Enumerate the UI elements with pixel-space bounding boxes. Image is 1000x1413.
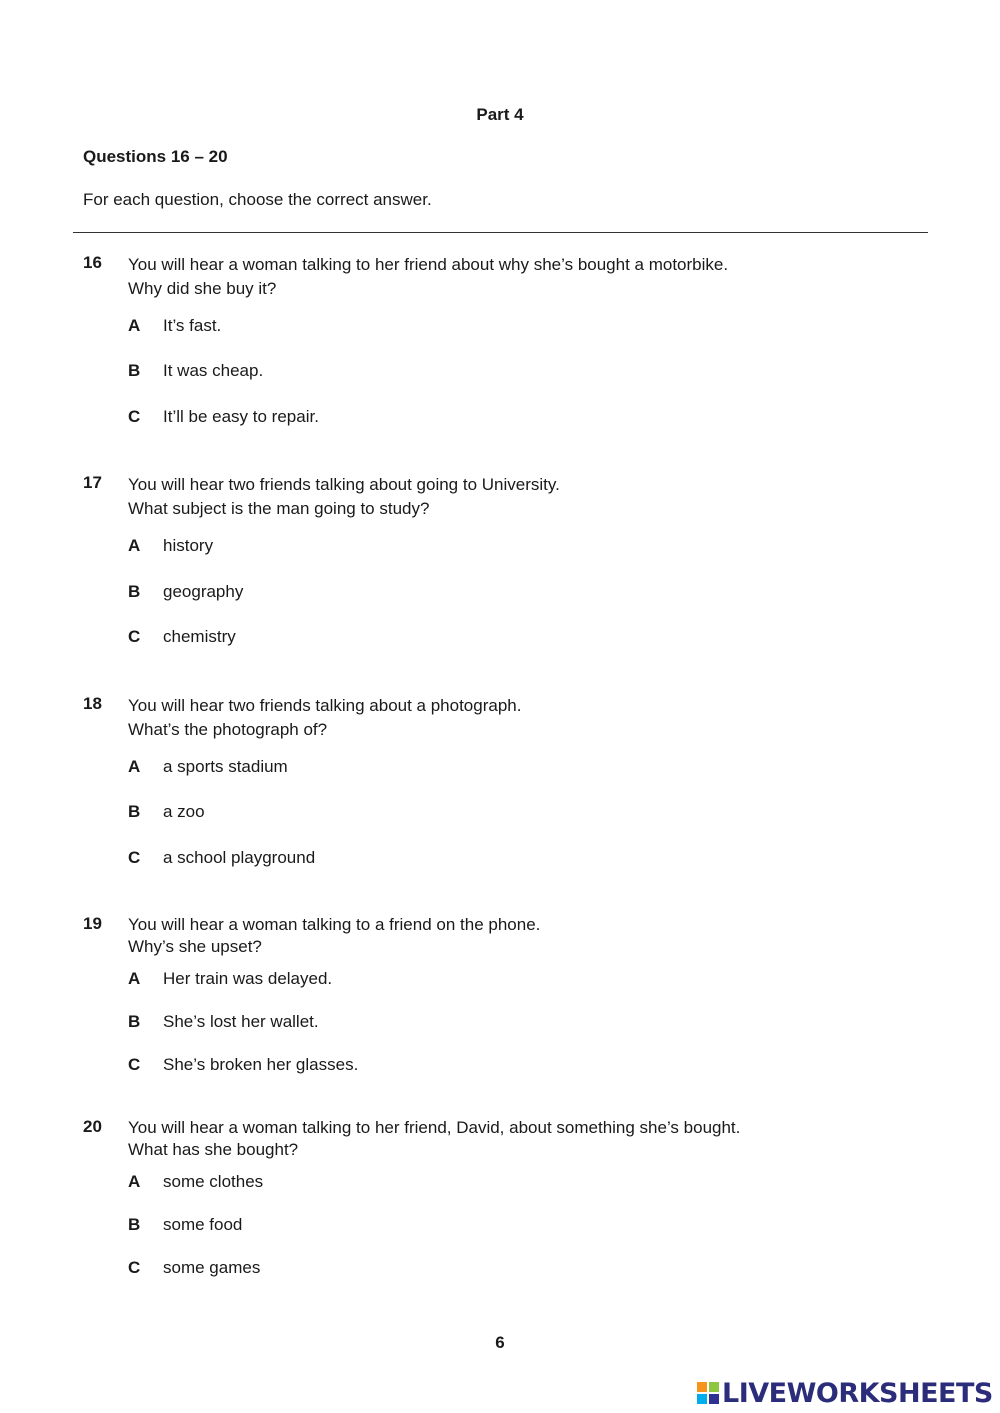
divider-line — [73, 232, 928, 233]
question-prompt: What has she bought? — [128, 1140, 299, 1159]
question-number: 18 — [83, 694, 102, 713]
question-context: You will hear two friends talking about going to University. — [128, 475, 560, 494]
question-stem — [128, 1117, 740, 1161]
question-context: You will hear two friends talking about a photograph. — [128, 696, 522, 715]
logo-square-blue — [697, 1394, 707, 1404]
question-stem — [128, 914, 540, 958]
questions-range: Questions 16 – 20 — [83, 147, 228, 166]
option-letter: A — [128, 536, 141, 555]
option-text: a sports stadium — [163, 757, 288, 776]
option-text: It’s fast. — [163, 316, 222, 335]
option-letter: B — [128, 1012, 141, 1031]
option-text: chemistry — [163, 627, 236, 646]
page-number: 6 — [495, 1333, 505, 1352]
option-text: some clothes — [163, 1172, 264, 1191]
option-text: history — [163, 536, 214, 555]
option-text: It’ll be easy to repair. — [163, 407, 319, 426]
question-number: 19 — [83, 914, 102, 933]
option-letter: B — [128, 1215, 141, 1234]
question-number: 16 — [83, 253, 102, 272]
option-letter: B — [128, 361, 141, 380]
option-text: some games — [163, 1258, 261, 1277]
liveworksheets-logo[interactable] — [697, 1375, 993, 1411]
option-text: She’s broken her glasses. — [163, 1055, 359, 1074]
question-stem — [128, 473, 560, 521]
option-letter: A — [128, 1172, 141, 1191]
question-number: 17 — [83, 473, 102, 492]
logo-square-orange — [697, 1382, 707, 1392]
option-text: She’s lost her wallet. — [163, 1012, 319, 1031]
option-letter: A — [128, 757, 141, 776]
question-prompt: What’s the photograph of? — [128, 720, 328, 739]
question-context: You will hear a woman talking to her friend, David, about something she’s bought. — [128, 1118, 741, 1137]
option-text: a school playground — [163, 848, 316, 867]
option-text: a zoo — [163, 802, 205, 821]
option-text: Her train was delayed. — [163, 969, 333, 988]
part-heading: Part 4 — [476, 105, 524, 124]
instruction-text: For each question, choose the correct answer. — [83, 190, 432, 209]
question-prompt: Why’s she upset? — [128, 937, 262, 956]
question-number: 20 — [83, 1117, 102, 1136]
option-letter: A — [128, 316, 141, 335]
logo-square-green — [709, 1382, 719, 1392]
option-letter: C — [128, 627, 141, 646]
question-prompt: What subject is the man going to study? — [128, 499, 430, 518]
question-stem — [128, 253, 728, 301]
logo-square-navy — [709, 1394, 719, 1404]
question-prompt: Why did she buy it? — [128, 279, 277, 298]
question-stem — [128, 694, 521, 742]
option-letter: B — [128, 802, 141, 821]
option-text: geography — [163, 582, 244, 601]
option-letter: C — [128, 1055, 141, 1074]
logo-grid-icon — [697, 1382, 719, 1404]
option-letter: C — [128, 1258, 141, 1277]
logo-text: LIVEWORKSHEETS — [722, 1377, 993, 1409]
question-context: You will hear a woman talking to a friend on the phone. — [128, 915, 541, 934]
option-letter: B — [128, 582, 141, 601]
question-context: You will hear a woman talking to her friend about why she’s bought a motorbike. — [128, 255, 729, 274]
option-letter: C — [128, 407, 141, 426]
option-text: some food — [163, 1215, 243, 1234]
option-text: It was cheap. — [163, 361, 264, 380]
option-letter: C — [128, 848, 141, 867]
option-letter: A — [128, 969, 141, 988]
